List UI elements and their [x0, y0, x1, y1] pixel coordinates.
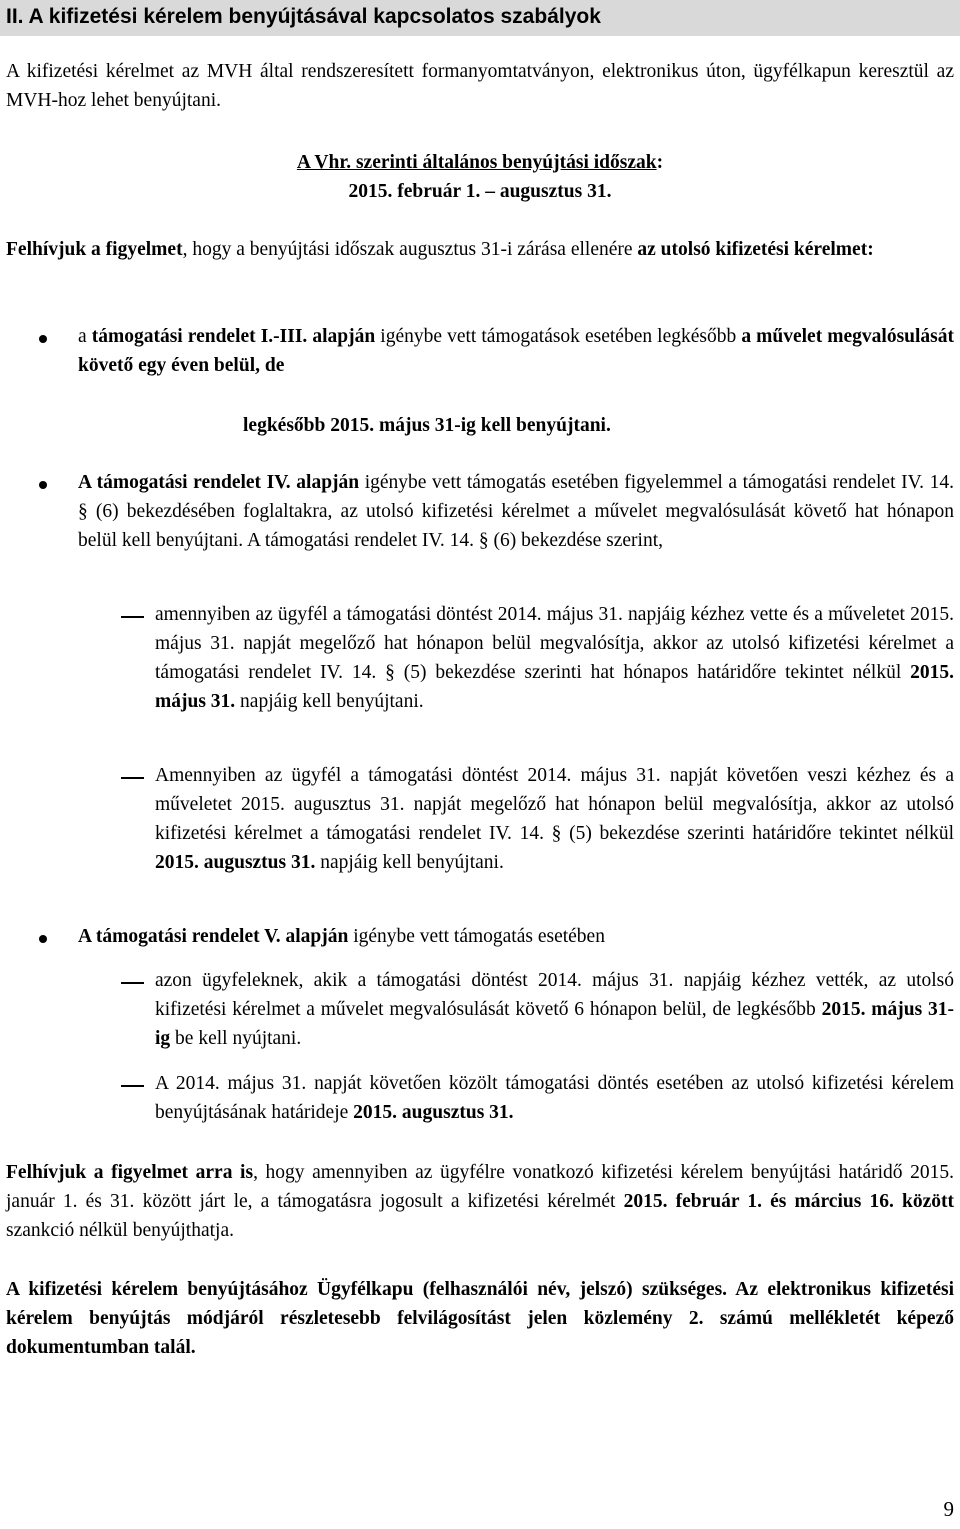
intro-paragraph: A kifizetési kérelmet az MVH által rendszeresített formanyomtatványon, elektronikus úton, ügyfélkapun keresztül az MVH-hoz lehet benyújtani. — [6, 61, 954, 111]
bullet-1-deadline: legkésőbb 2015. május 31-ig kell benyújtani. — [243, 415, 611, 436]
notice-paragraph-1: Felhívjuk a figyelmet, hogy a benyújtási időszak augusztus 31-i zárása ellenére az utolsó kifizetési kérelmet: — [6, 239, 874, 260]
bullet-item-2: A támogatási rendelet IV. alapján igénybe vett támogatás esetében figyelemmel a támogatási rendelet IV. 14. § (6) bekezdésében foglaltakra, az utolsó kifizetési kérelmet a művelet megvalósulását követő hat hónapon belül kell benyújtani. A támogatási rendelet IV. 14. § (6) bekezdése szerint, — [78, 472, 954, 551]
bullet-3-subitem-1: azon ügyfeleknek, akik a támogatási döntést 2014. május 31. napjáig kézhez vették, az utolsó kifizetési kérelmet a művelet megvalósulását követő 6 hónapon belül, de legkésőbb 2015. május 31-ig be kell nyújtani. — [155, 970, 955, 1049]
period-dates: 2015. február 1. – augusztus 31. — [348, 181, 612, 202]
period-title: A Vhr. szerinti általános benyújtási időszak — [296, 152, 657, 173]
dash-marker — [121, 616, 144, 618]
bullet-2-subitem-1: amennyiben az ügyfél a támogatási döntést 2014. május 31. napjáig kézhez vette és a műveletet 2015. május 31. napját megelőző hat hónapon belül megvalósítja, akkor az utolsó kifizetési kérelmet a támogatási rendelet IV. 14. § (5) bekezdése szerinti hat hónapos határidőre tekintet nélkül 2015. május 31. napjáig kell benyújtani. — [155, 604, 954, 712]
bullet-item-1: a támogatási rendelet I.-III. alapján igénybe vett támogatások esetében legkésőbb a művelet megvalósulását követő egy éven belül, de — [78, 326, 954, 376]
dash-marker — [121, 1085, 144, 1087]
bullet-item-3: A támogatási rendelet V. alapján igénybe vett támogatás esetében — [78, 926, 605, 947]
dash-marker — [121, 777, 144, 779]
bullet-marker — [39, 935, 47, 943]
page-number: 9 — [943, 1497, 954, 1521]
bullet-2-subitem-2: Amennyiben az ügyfél a támogatási döntést 2014. május 31. napját követően veszi kézhez és a műveletet 2015. augusztus 31. napját megelőző hat hónapon belül megvalósítja, akkor az utolsó kifizetési kérelmet a támogatási rendelet IV. 14. § (5) bekezdése szerinti határidőre tekintet nélkül 2015. augusztus 31. napjáig kell benyújtani. — [155, 765, 954, 873]
dash-marker — [121, 982, 144, 984]
notice-paragraph-2: Felhívjuk a figyelmet arra is, hogy amennyiben az ügyfélre vonatkozó kifizetési kérelem benyújtási határidő 2015. január 1. és 31. között járt le, a támogatásra jogosult a kifizetési kérelmét 2015. február 1. és március 16. között szankció nélkül benyújthatja. — [6, 1162, 955, 1241]
final-paragraph: A kifizetési kérelem benyújtásához Ügyfélkapu (felhasználói név, jelszó) szükséges. Az elektronikus kifizetési kérelem benyújtás módjáról részletesebb felvilágosítást jelen közlemény 2. számú mellékletét képező dokumentumban talál. — [6, 1279, 954, 1358]
period-colon: : — [656, 152, 664, 173]
bullet-marker — [39, 335, 47, 343]
section-heading-bar — [0, 0, 960, 36]
bullet-3-subitem-2: A 2014. május 31. napját követően közölt támogatási döntés esetében az utolsó kifizetési kérelem benyújtásának határideje 2015. augusztus 31. — [155, 1073, 954, 1123]
bullet-marker — [39, 481, 47, 489]
submission-period — [0, 148, 960, 206]
section-heading: II. A kifizetési kérelem benyújtásával kapcsolatos szabályok — [6, 5, 601, 28]
